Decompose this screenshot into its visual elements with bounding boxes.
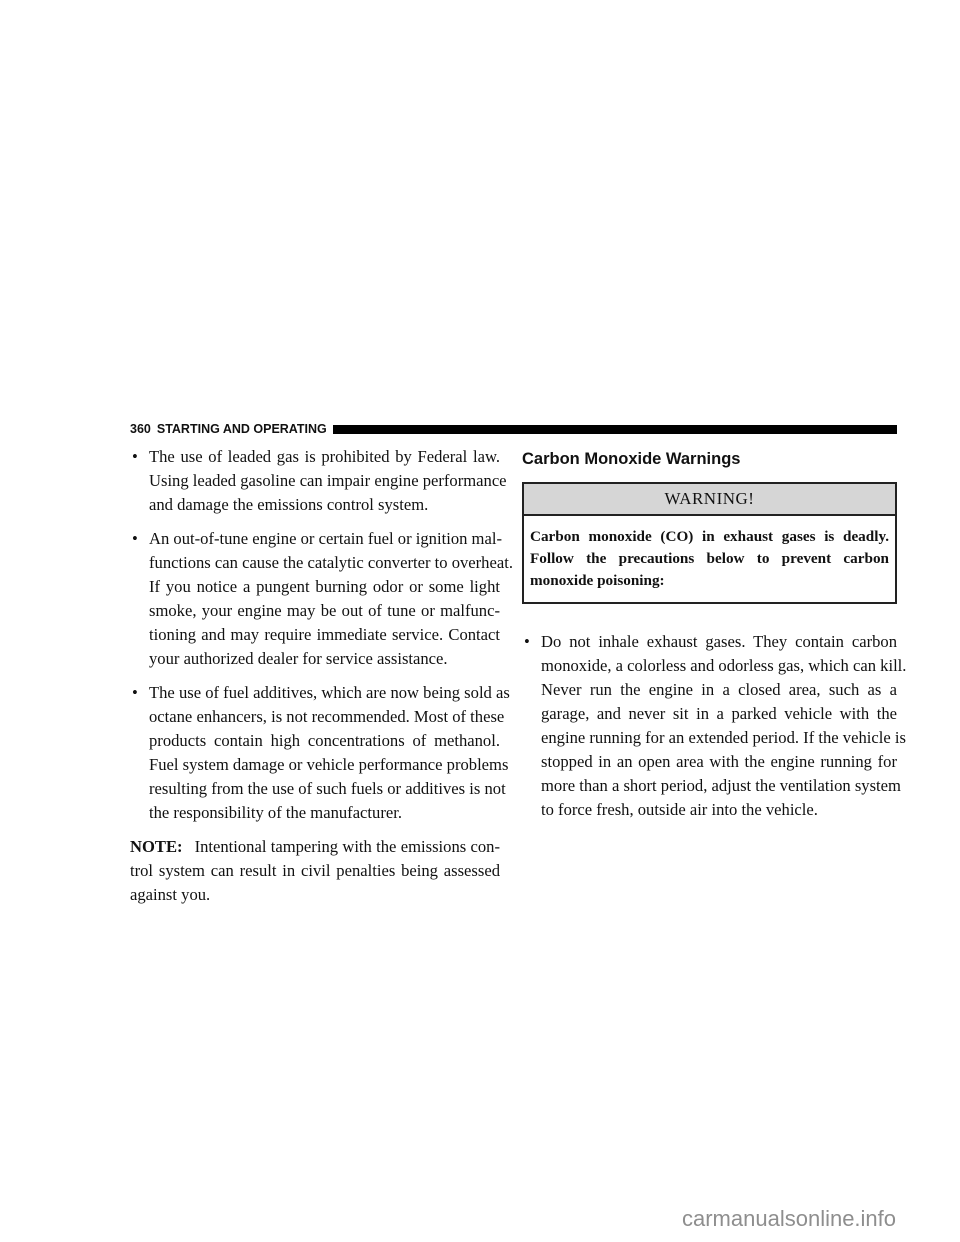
text-line: products contain high concentrations of methanol.: [149, 731, 500, 750]
header-rule: [333, 425, 897, 434]
text-line: The use of fuel additives, which are now being sold as: [149, 683, 510, 702]
text-line: Fuel system damage or vehicle performance problems: [149, 755, 509, 774]
text-line: octane enhancers, is not recommended. Most of these: [149, 707, 505, 726]
text-line: Using leaded gasoline can impair engine performance: [149, 471, 507, 490]
section-heading: Carbon Monoxide Warnings: [522, 450, 741, 468]
text-line: Follow the precautions below to prevent carbon: [530, 550, 889, 567]
text-line: functions can cause the catalytic converter to overheat.: [149, 553, 513, 572]
bullet-icon: •: [132, 683, 138, 702]
text-line: smoke, your engine may be out of tune or malfunc-: [149, 601, 500, 620]
note-label: NOTE:: [130, 837, 183, 856]
bullet-icon: •: [524, 632, 530, 651]
warning-body: [524, 516, 895, 602]
text-line: NOTE: Intentional tampering with the emissions con-: [130, 837, 500, 856]
text-line: monoxide poisoning:: [530, 572, 665, 589]
text-line: stopped in an open area with the engine running for: [541, 752, 897, 771]
text-line: If you notice a pungent burning odor or some light: [149, 577, 500, 596]
text-line: more than a short period, adjust the ventilation system: [541, 776, 901, 795]
text-line: resulting from the use of such fuels or additives is not: [149, 779, 506, 798]
bullet-icon: •: [132, 447, 138, 466]
text-line: garage, and never sit in a parked vehicle with the: [541, 704, 897, 723]
header-page-number: 360: [130, 422, 151, 436]
text-line: against you.: [130, 885, 211, 904]
text-line: engine running for an extended period. If the vehicle is: [541, 728, 906, 747]
text-line: Do not inhale exhaust gases. They contain carbon: [541, 632, 897, 651]
text-line: the responsibility of the manufacturer.: [149, 803, 402, 822]
text-line: An out-of-tune engine or certain fuel or ignition mal-: [149, 529, 502, 548]
bullet-icon: •: [132, 529, 138, 548]
bullet-item: [522, 630, 907, 822]
header-section-title: STARTING AND OPERATING: [156, 422, 327, 436]
left-column: [130, 445, 513, 917]
bullet-item: [130, 527, 513, 671]
note-paragraph: [130, 835, 500, 907]
text-line: Never run the engine in a closed area, such as a: [541, 680, 897, 699]
text-line: your authorized dealer for service assistance.: [149, 649, 448, 668]
text-line: monoxide, a colorless and odorless gas, which can kill.: [541, 656, 907, 675]
bullet-item: [130, 445, 507, 517]
text-line: tioning and may require immediate service. Contact: [149, 625, 500, 644]
warning-box: [522, 482, 897, 604]
text-line: The use of leaded gas is prohibited by Federal law.: [149, 447, 500, 466]
watermark[interactable]: carmanualsonline.info: [682, 1206, 897, 1231]
right-column: [522, 445, 907, 832]
text-line: to force fresh, outside air into the vehicle.: [541, 800, 818, 819]
text-line: trol system can result in civil penalties being assessed: [130, 861, 500, 880]
text-line: Carbon monoxide (CO) in exhaust gases is deadly.: [530, 528, 889, 545]
bullet-item: [130, 681, 510, 825]
warning-title: WARNING!: [524, 484, 895, 516]
page-header: [130, 421, 897, 437]
text-line: and damage the emissions control system.: [149, 495, 429, 514]
